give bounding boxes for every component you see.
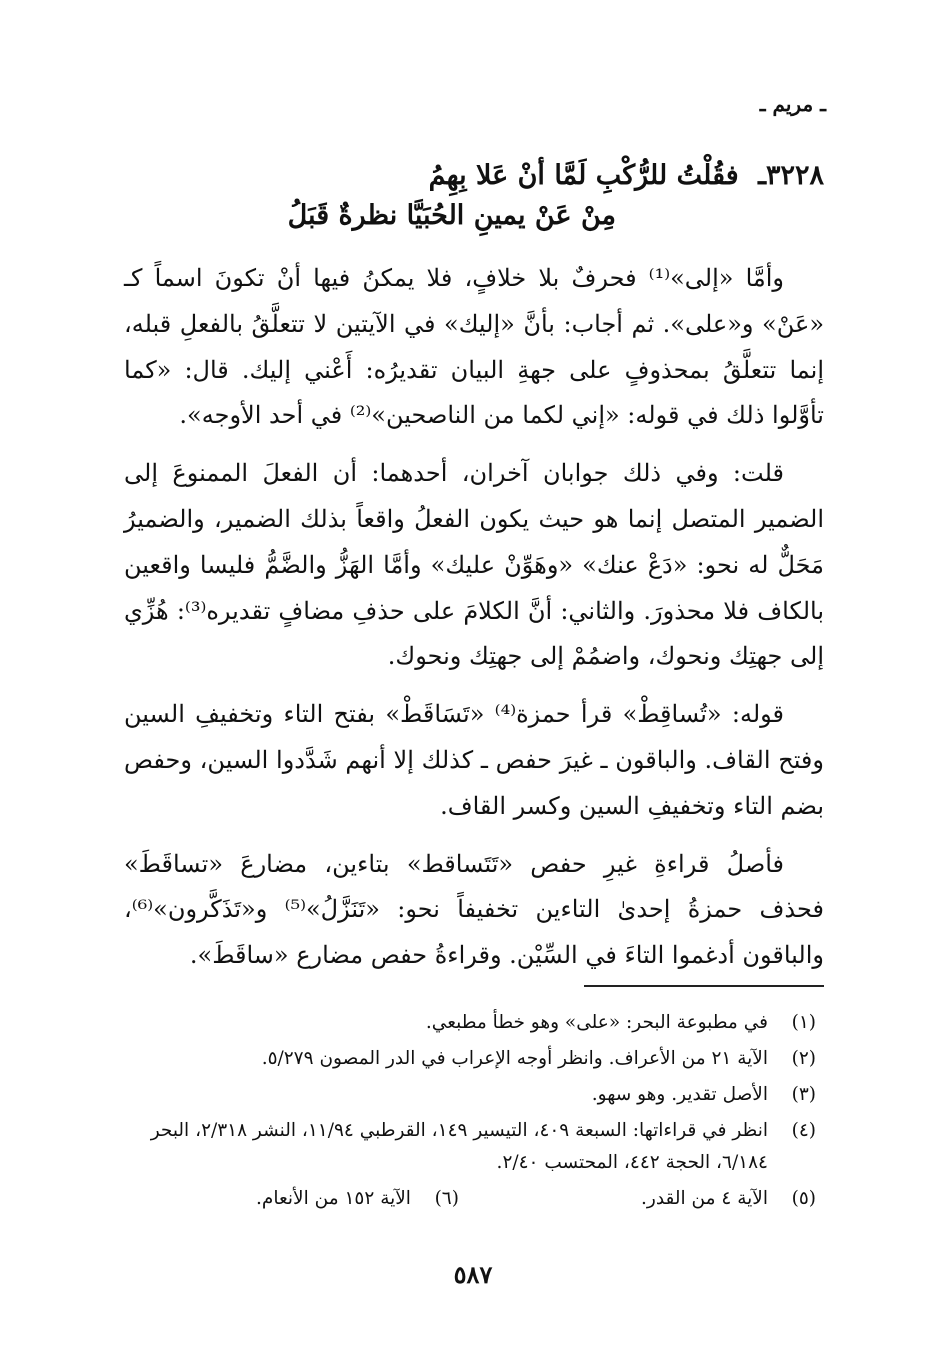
footnote-text: الآية ١٥٢ من الأنعام. <box>256 1188 411 1209</box>
paragraph: فأصلُ قراءةِ غيرِ حفص «تَتَساقط» بتاءين، مضارعَ «تساقَطَ» فحذف حمزةُ إحدىٰ التاءين تخفيفاً نحو: «تَنَزَّلُ»⁽⁵⁾ و«تَذَكَّرون»⁽⁶⁾، والباقون أدغموا التاءَ في السِّيْن. وقراءةُ حفص مضارع «ساقَطَ». <box>124 849 824 970</box>
footnote-text: الآية ٢١ من الأعراف. وانظر أوجه الإعراب في الدر المصون ٥/٢٧٩. <box>261 1048 768 1069</box>
footnote <box>256 1183 459 1215</box>
paragraph: وأمَّا «إلى»⁽¹⁾ فحرفٌ بلا خلافٍ، فلا يمكنُ فيها أنْ تكونَ اسماً كـ «عَنْ» و«على». ثم أجاب: بأنَّ «إليك» في الآيتين لا تتعلَّقُ بالفعلِ قبله، إنما تتعلَّقُ بمحذوفٍ على جهةِ البيان تقديرُه: أَعْني إليك. قال: «كما تأوَّلوا ذلك في قوله: «إني لكما من الناصحين»⁽²⁾ في أحد الأوجه». <box>124 264 824 430</box>
verse-line-2 <box>288 200 616 231</box>
verse-second-hemistich: مِنْ عَنْ يمينِ الحُبَيَّا نظرةٌ قَبَلُ <box>287 200 616 231</box>
running-header: ـ مريم ـ <box>759 92 826 116</box>
footnote <box>641 1183 816 1215</box>
verse-number: ٣٢٢٨ـ <box>758 160 824 191</box>
footnote-number: (١) <box>791 1012 816 1033</box>
footnote-number: (٦) <box>434 1188 459 1209</box>
page-number: ٥٨٧ <box>453 1260 493 1289</box>
footnote-text: الأصل تقدير. وهو سهو. <box>591 1084 768 1105</box>
verse-first-hemistich: فقُلْتُ للرُّكْبِ لَمَّا أنْ عَلا بِهِمُ <box>428 160 739 191</box>
footnote <box>126 1007 816 1039</box>
verse-line-1 <box>104 160 824 191</box>
footnote <box>126 1079 816 1111</box>
paragraph: قلت: وفي ذلك جوابان آخران، أحدهما: أن الفعلَ الممنوعَ إلى الضمير المتصل إنما هو حيث يكون الفعلُ واقعاً بذلك الضمير، والضميرُ مَحَلٌّ له نحو: «دَعْ عنك» «وهَوِّنْ عليك» وأمَّا الهَزُّ والضَّمُّ فليسا واقعين بالكاف فلا محذورَ. والثاني: أنَّ الكلامَ على حذفِ مضافٍ تقديره⁽³⁾: هُزِّي إلى جهتِك ونحوك، واضمُمْ إلى جهتِك ونحوك. <box>124 459 825 671</box>
main-text <box>124 256 824 991</box>
footnote <box>126 1115 816 1179</box>
footnote-text: انظر في قراءاتها: السبعة ٤٠٩، التيسير ١٤٩، القرطبي ١١/٩٤، النشر ٢/٣١٨، البحر ٦/١٨٤، الحجة ٤٤٢، المحتسب ٢/٤٠. <box>150 1120 768 1173</box>
footnote-number: (٤) <box>791 1120 816 1141</box>
footnote-divider <box>584 985 824 987</box>
footnote-number: (٢) <box>791 1048 816 1069</box>
paragraph: قوله: «تُساقِطْ» قرأ حمزة⁽⁴⁾ «تَسَاقَطْ» بفتح التاء وتخفيفِ السين وفتح القاف. والباقون ـ غيرَ حفص ـ كذلك إلا أنهم شَدَّدوا السين، وحفص بضم التاء وتخفيفِ السين وكسر القاف. <box>124 700 824 820</box>
footnotes <box>126 1007 816 1215</box>
footnote-number: (٣) <box>791 1084 816 1105</box>
footnote-text: الآية ٤ من القدر. <box>641 1188 768 1209</box>
footnote <box>126 1043 816 1075</box>
footnote-row <box>256 1183 816 1215</box>
footnote-text: في مطبوعة البحر: «على» وهو خطأ مطبعي. <box>425 1012 768 1033</box>
footnote-number: (٥) <box>791 1188 816 1209</box>
